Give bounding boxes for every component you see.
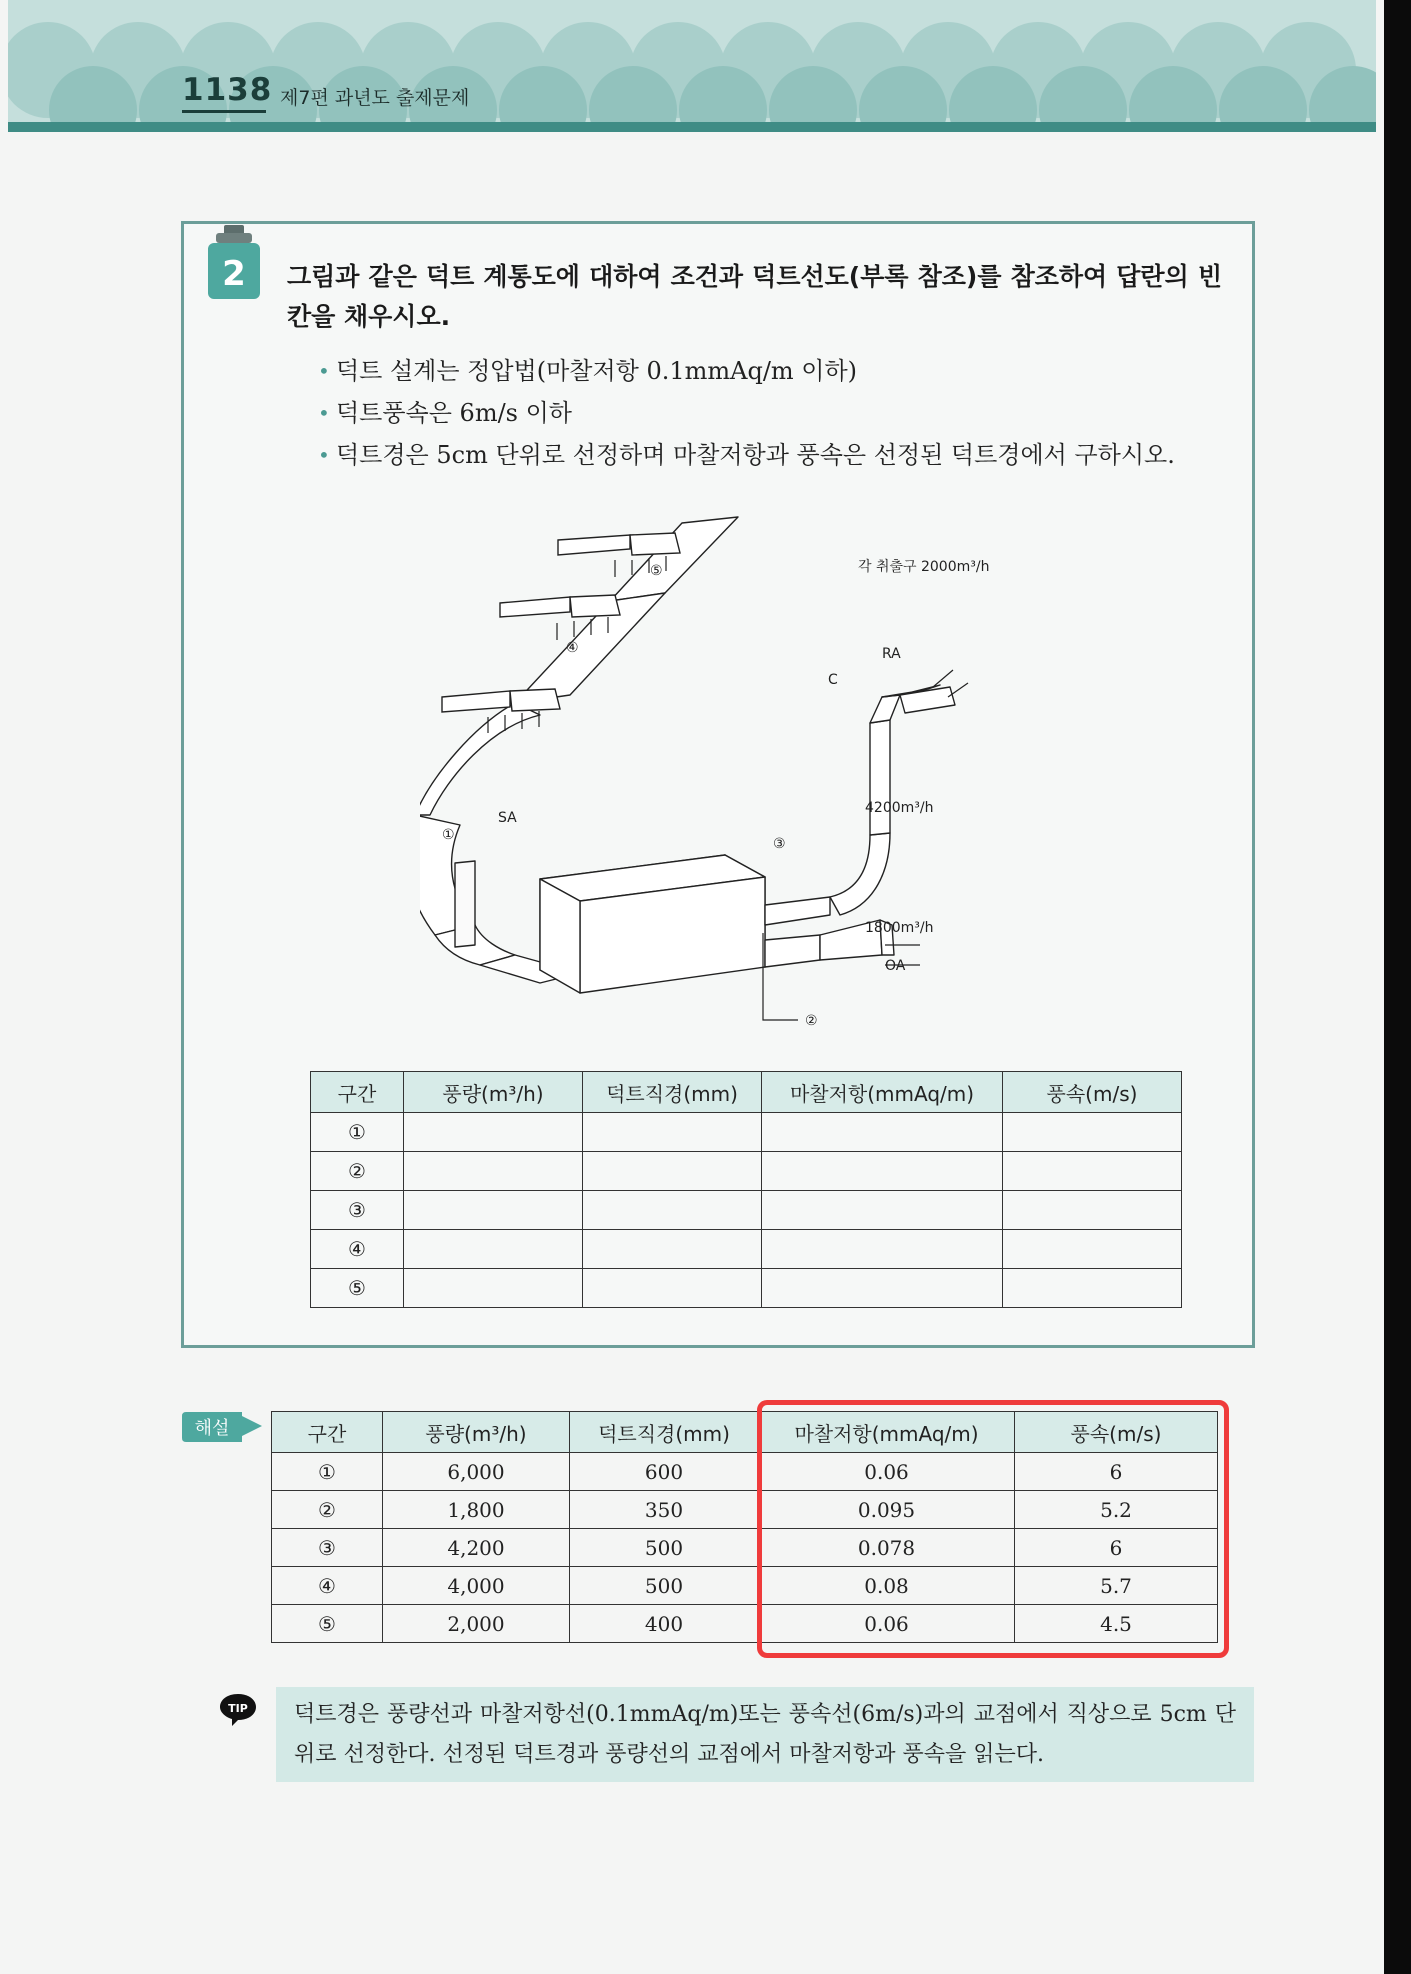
blank-cell[interactable] <box>404 1230 583 1269</box>
label-outlet: 각 취출구 2000m³/h <box>858 559 990 575</box>
table-row <box>311 1113 1182 1152</box>
section-label-1: ① <box>442 827 455 843</box>
section-label-2: ② <box>805 1013 818 1029</box>
cell-section: ④ <box>272 1567 383 1605</box>
blank-cell[interactable] <box>1003 1113 1182 1152</box>
table-row <box>311 1269 1182 1308</box>
condition-text: 덕트경은 5cm 단위로 선정하며 마찰저항과 풍속은 선정된 덕트경에서 구하시오. <box>336 441 1175 469</box>
blank-cell[interactable] <box>762 1230 1003 1269</box>
blank-cell[interactable] <box>1003 1230 1182 1269</box>
label-sa: SA <box>498 810 517 826</box>
table-header-row <box>311 1072 1182 1113</box>
cell-velocity: 4.5 <box>1015 1605 1218 1643</box>
chapter-title: 제7편 과년도 출제문제 <box>280 87 470 109</box>
row-section: ① <box>311 1113 404 1152</box>
label-4200: 4200m³/h <box>865 800 934 816</box>
col-header-velocity: 풍속(m/s) <box>1003 1072 1182 1113</box>
problem-number-badge <box>206 225 262 301</box>
blank-cell[interactable] <box>762 1113 1003 1152</box>
row-section: ② <box>311 1152 404 1191</box>
cell-section: ③ <box>272 1529 383 1567</box>
duct-system-diagram <box>420 515 1040 1035</box>
bullet-icon: • <box>318 443 330 467</box>
cell-diameter: 500 <box>570 1529 759 1567</box>
table-row <box>311 1191 1182 1230</box>
cell-friction: 0.078 <box>759 1529 1015 1567</box>
blank-cell[interactable] <box>762 1269 1003 1308</box>
cell-velocity: 6 <box>1015 1453 1218 1491</box>
blank-cell[interactable] <box>583 1269 762 1308</box>
cell-friction: 0.08 <box>759 1567 1015 1605</box>
col-header-diameter: 덕트직경(mm) <box>570 1412 759 1453</box>
blank-cell[interactable] <box>1003 1269 1182 1308</box>
bullet-icon: • <box>318 401 330 425</box>
blank-cell[interactable] <box>1003 1191 1182 1230</box>
table-row <box>311 1152 1182 1191</box>
blank-cell[interactable] <box>583 1152 762 1191</box>
blank-cell[interactable] <box>404 1269 583 1308</box>
label-oa: OA <box>885 958 906 974</box>
col-header-diameter: 덕트직경(mm) <box>583 1072 762 1113</box>
blank-cell[interactable] <box>762 1152 1003 1191</box>
cell-flow: 4,200 <box>383 1529 570 1567</box>
condition-text: 덕트 설계는 정압법(마찰저항 0.1mmAq/m 이하) <box>336 357 858 385</box>
blank-cell[interactable] <box>404 1113 583 1152</box>
row-section: ④ <box>311 1230 404 1269</box>
highlight-box <box>757 1400 1229 1658</box>
cell-diameter: 600 <box>570 1453 759 1491</box>
cell-flow: 4,000 <box>383 1567 570 1605</box>
cell-velocity: 5.7 <box>1015 1567 1218 1605</box>
col-header-velocity: 풍속(m/s) <box>1015 1412 1218 1453</box>
col-header-section: 구간 <box>311 1072 404 1113</box>
cell-section: ⑤ <box>272 1605 383 1643</box>
header-bottom-bar <box>8 122 1376 132</box>
blank-cell[interactable] <box>583 1113 762 1152</box>
section-label-5: ⑤ <box>650 563 663 579</box>
cell-friction: 0.06 <box>759 1605 1015 1643</box>
section-label-4: ④ <box>566 640 579 656</box>
cell-friction: 0.06 <box>759 1453 1015 1491</box>
cell-diameter: 350 <box>570 1491 759 1529</box>
page-number-underline <box>182 110 266 113</box>
col-header-friction: 마찰저항(mmAq/m) <box>762 1072 1003 1113</box>
cell-section: ② <box>272 1491 383 1529</box>
col-header-flow: 풍량(m³/h) <box>404 1072 583 1113</box>
bullet-icon: • <box>318 359 330 383</box>
tip-icon <box>218 1692 258 1728</box>
blank-cell[interactable] <box>404 1152 583 1191</box>
blank-cell[interactable] <box>1003 1152 1182 1191</box>
col-header-friction: 마찰저항(mmAq/m) <box>759 1412 1015 1453</box>
row-section: ③ <box>311 1191 404 1230</box>
cell-section: ① <box>272 1453 383 1491</box>
cell-friction: 0.095 <box>759 1491 1015 1529</box>
blank-cell[interactable] <box>583 1191 762 1230</box>
blank-cell[interactable] <box>762 1191 1003 1230</box>
cell-diameter: 400 <box>570 1605 759 1643</box>
cell-velocity: 6 <box>1015 1529 1218 1567</box>
section-label-3: ③ <box>773 836 786 852</box>
tip-icon-label: TIP <box>228 1702 248 1715</box>
explanation-badge <box>182 1412 262 1442</box>
condition-item <box>318 350 1223 392</box>
condition-item <box>318 434 1223 476</box>
cell-flow: 1,800 <box>383 1491 570 1529</box>
col-header-flow: 풍량(m³/h) <box>383 1412 570 1453</box>
blank-cell[interactable] <box>583 1230 762 1269</box>
cell-flow: 2,000 <box>383 1605 570 1643</box>
tip-box: 덕트경은 풍량선과 마찰저항선(0.1mmAq/m)또는 풍속선(6m/s)과의 교점에서 직상으로 5cm 단위로 선정한다. 선정된 덕트경과 풍량선의 교점에서 마찰저항과 풍속을 읽는다. <box>276 1687 1254 1782</box>
blank-answer-table <box>310 1071 1182 1308</box>
col-header-section: 구간 <box>272 1412 383 1453</box>
question-text: 그림과 같은 덕트 계통도에 대하여 조건과 덕트선도(부록 참조)를 참조하여 답란의 빈칸을 채우시오. <box>287 262 1222 331</box>
row-section: ⑤ <box>311 1269 404 1308</box>
problem-number: 2 <box>222 254 246 294</box>
label-1800: 1800m³/h <box>865 920 934 936</box>
scan-edge <box>1384 0 1411 1974</box>
explanation-badge-label: 해설 <box>194 1418 230 1439</box>
table-row <box>311 1230 1182 1269</box>
condition-item <box>318 392 1223 434</box>
cell-flow: 6,000 <box>383 1453 570 1491</box>
blank-cell[interactable] <box>404 1191 583 1230</box>
label-c: C <box>828 672 838 688</box>
cell-velocity: 5.2 <box>1015 1491 1218 1529</box>
condition-list <box>318 350 1223 476</box>
cell-diameter: 500 <box>570 1567 759 1605</box>
condition-text: 덕트풍속은 6m/s 이하 <box>336 399 572 427</box>
label-ra: RA <box>882 646 901 662</box>
page-number: 1138 <box>182 72 273 108</box>
